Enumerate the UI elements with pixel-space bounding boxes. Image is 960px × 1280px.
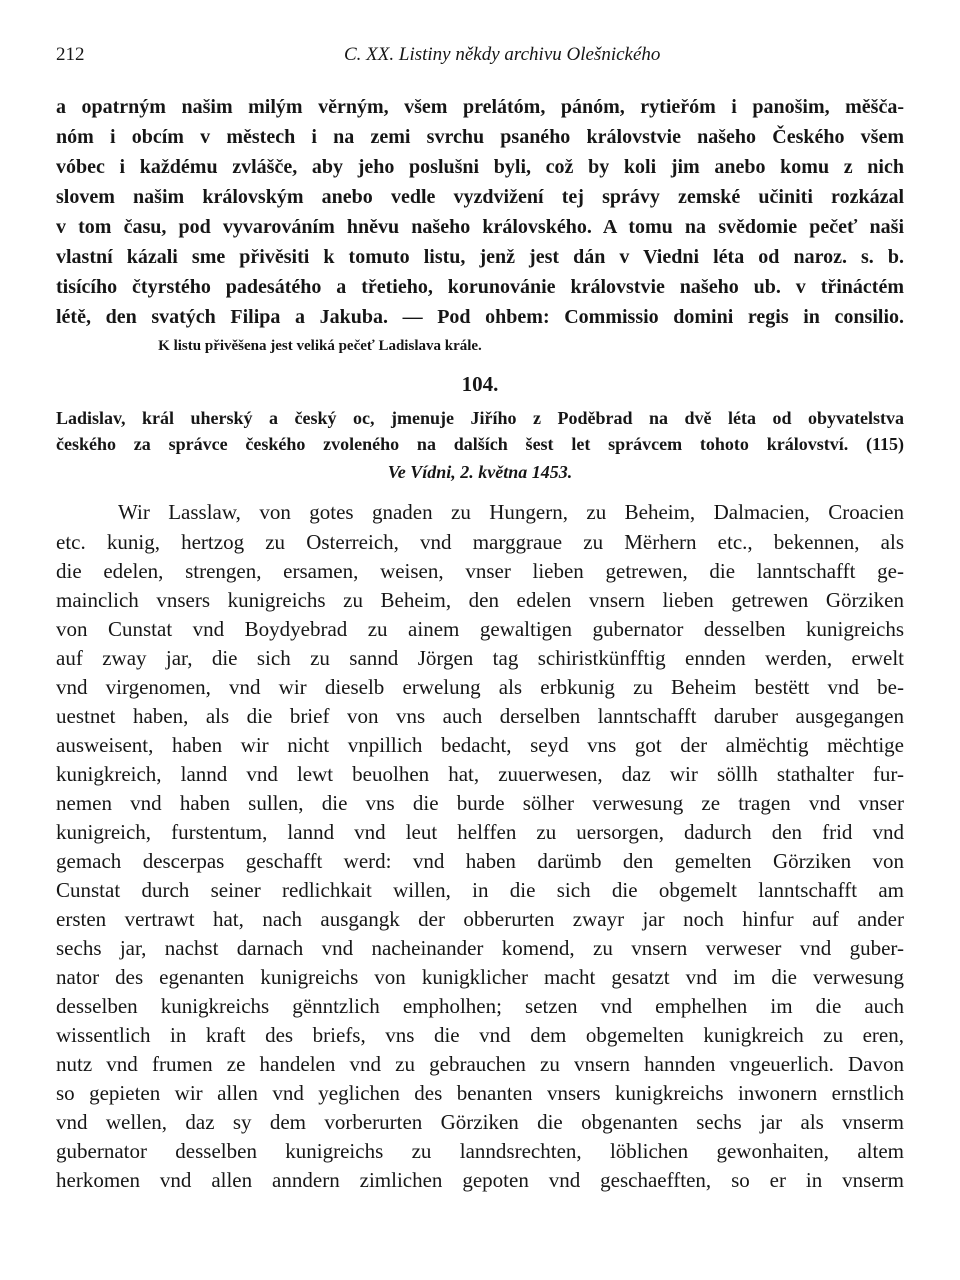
body-line: nator des egenanten kunigreichs von kunigklicher macht gesatzt vnd im die verwesung xyxy=(56,965,904,989)
body-line: mainclich vnsers kunigreichs zu Beheim, den edelen vnsern lieben getrewen Görziken xyxy=(56,588,904,612)
intro-line: vlastní kázali sme přivěsiti k tomuto listu, jenž jest dán v Viedni léta od naroz. s. b. xyxy=(56,246,904,268)
body-line: so gepieten wir allen vnd yeglichen des benanten vnsers kunigkreichs inwonern ernstlich xyxy=(56,1081,904,1105)
intro-line: a opatrným našim milým věrným, všem prelátóm, pánóm, rytieřóm i panošim, měšča- xyxy=(56,96,904,118)
body-line: ausweisent, haben wir nicht vnpillich bedacht, seyd vns got der almëchtig mëchtige xyxy=(56,733,904,757)
document-number: 104. xyxy=(461,372,499,396)
body-line: sechs jar, nachst darnach vnd nacheinander komend, zu vnsern verweser vnd guber- xyxy=(56,936,904,960)
summary-line: českého za správce českého zvoleného na dalších šest let správcem tohoto království. (115) xyxy=(56,434,904,454)
body-line: wissentlich in kraft des briefs, vns die vnd dem obgemelten kunigkreich zu eren, xyxy=(56,1023,904,1047)
body-line: uestnet haben, als die brief von vns auch derselben lanntschafft daruber ausgegangen xyxy=(56,704,904,728)
body-line: desselben kunigkreichs gënntzlich empholhen; setzen vnd emphelhen im die auch xyxy=(56,994,904,1018)
body-line: herkomen vnd allen anndern zimlichen gepoten vnd geschaefften, so er in vnserm xyxy=(56,1168,904,1192)
intro-line: nóm i obcím v městech i na zemi svrchu psaného královstvie našeho Českého všem xyxy=(56,126,904,148)
summary-line: Ladislav, král uherský a český oc, jmenuje Jiřího z Poděbrad na dvě léta od obyvatelstva xyxy=(56,408,904,428)
body-line: kunigkreich, lannd vnd lewt beuolhen hat, zuuerwesen, daz wir söllh stathalter fur- xyxy=(56,762,904,786)
body-line: vnd virgenomen, vnd wir dieselb erwelung als erbkunig zu Beheim bestëtt vnd be- xyxy=(56,675,904,699)
body-line: Wir Lasslaw, von gotes gnaden zu Hungern, zu Beheim, Dalmacien, Croacien xyxy=(118,500,904,524)
body-line: gemach descerpas geschafft werd: vnd haben darümb den gemelten Görziken von xyxy=(56,849,904,873)
seal-note: K listu přivěšena jest veliká pečeť Ladislava krále. xyxy=(158,338,482,354)
body-line: Cunstat durch seiner redlichkait willen, in die sich die obgemelt lanntschafft am xyxy=(56,878,904,902)
page-header xyxy=(56,44,916,74)
page-number: 212 xyxy=(56,44,85,65)
running-head: C. XX. Listiny někdy archivu Olešnického xyxy=(344,44,661,65)
intro-line: v tom času, pod vyvarováním hněvu našeho královského. A tomu na svědomie pečeť naši xyxy=(56,216,904,238)
body-line: vnd wellen, daz sy dem vorberurten Görziken die obgenanten sechs jar als vnserm xyxy=(56,1110,904,1134)
body-line: die edelen, strengen, ersamen, weisen, vnser lieben getrewen, die lanntschafft ge- xyxy=(56,559,904,583)
body-line: gubernator desselben kunigreichs zu lanndsrechten, löblichen gewonhaiten, altem xyxy=(56,1139,904,1163)
body-line: kunigreich, furstentum, lannd vnd leut helffen zu uersorgen, dadurch den frid vnd xyxy=(56,820,904,844)
intro-line: létě, den svatých Filipa a Jakuba. — Pod ohbem: Commissio domini regis in consilio. xyxy=(56,306,904,328)
body-line: nutz vnd frumen ze handelen vnd zu gebrauchen zu vnsern hannden vngeuerlich. Davon xyxy=(56,1052,904,1076)
body-line: auf zway jar, die sich zu sannd Jörgen tag schiristkünfftig ennden werden, erwelt xyxy=(56,646,904,670)
body-line: von Cunstat vnd Boydyebrad zu ainem gewaltigen gubernator desselben kunigreichs xyxy=(56,617,904,641)
intro-line: slovem našim královským anebo vedle vyzdvižení tej správy zemské učiniti rozkázal xyxy=(56,186,904,208)
place-date: Ve Vídni, 2. května 1453. xyxy=(387,462,573,482)
intro-line: tisícího čtyrstého padesátého a třetieho, korunovánie královstvie našeho ub. v třináctém xyxy=(56,276,904,298)
body-line: etc. kunig, hertzog zu Osterreich, vnd marggraue zu Mërhern etc., bekennen, als xyxy=(56,530,904,554)
body-line: ersten vertrawt hat, nach ausgangk der obberurten zwayr jar noch hinfur auf ander xyxy=(56,907,904,931)
body-line: nemen vnd haben sullen, die vns die burde sölher verwesung ze tragen vnd vnser xyxy=(56,791,904,815)
intro-line: vóbec i každému zvlášče, aby jeho poslušni byli, což by koli jim anebo komu z nich xyxy=(56,156,904,178)
